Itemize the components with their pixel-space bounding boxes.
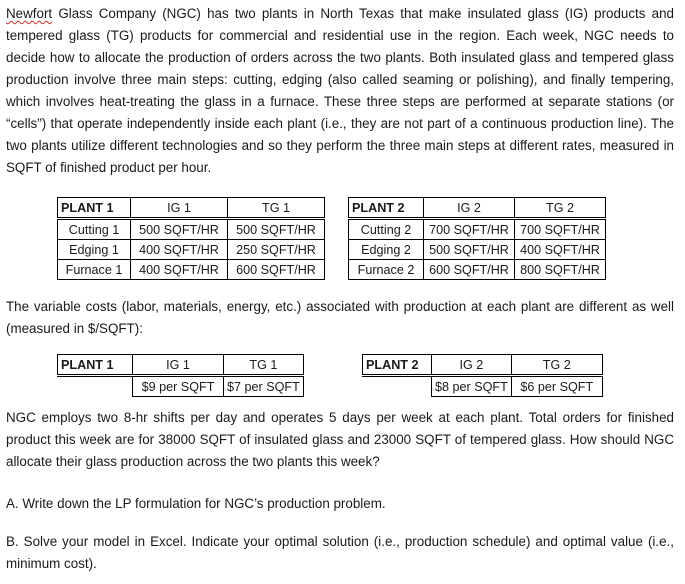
table-header-cell: TG 2 [515,198,606,219]
table-cell: 400 SQFT/HR [131,240,228,260]
table-header-cell: IG 1 [133,355,224,376]
table-cell: 400 SQFT/HR [131,260,228,280]
plant1-costs-table [57,354,304,397]
table-header-cell: IG 2 [424,198,515,219]
table-cell: $6 per SQFT [511,376,602,397]
table-cell: 400 SQFT/HR [515,240,606,260]
table-cell: 500 SQFT/HR [424,240,515,260]
table-header-cell: TG 1 [228,198,325,219]
table-cell: $8 per SQFT [432,376,512,397]
question-b: B. Solve your model in Excel. Indicate your optimal solution (i.e., production schedule) and optimal value (i.e., minimum cost). [6,534,674,571]
table-header-cell: PLANT 2 [349,198,424,219]
table-cell: 700 SQFT/HR [515,219,606,240]
plant1-rates-table [57,197,325,280]
plant2-rates-table [348,197,606,280]
table-header-cell: IG 2 [432,355,512,376]
intro-paragraph [6,3,674,179]
schedule-paragraph: NGC employs two 8-hr shifts per day and operates 5 days per week at each plant. Total orders for finished product this week are for 38000 SQFT of insulated glass and 23000 SQFT of tempered glass. How should NGC allocate their glass production across the two plants this week? [6,410,674,469]
table-header-cell: TG 2 [511,355,602,376]
table-cell: 500 SQFT/HR [228,219,325,240]
table-cell: 700 SQFT/HR [424,219,515,240]
table-header-row [363,355,603,376]
costs-intro-paragraph: The variable costs (labor, materials, energy, etc.) associated with production at each plant are different as well (measured in $/SQFT): [6,299,674,336]
table-row [363,376,603,397]
table-cell: Furnace 2 [349,260,424,280]
table-cell: $7 per SQFT [224,376,304,397]
table-row [58,240,325,260]
table-row [349,219,606,240]
table-row [58,376,304,397]
table-cell: 250 SQFT/HR [228,240,325,260]
table-cell-empty [58,376,133,397]
table-row [349,260,606,280]
table-cell: 600 SQFT/HR [228,260,325,280]
table-cell: Furnace 1 [58,260,131,280]
table-cell: Edging 2 [349,240,424,260]
table-header-cell: PLANT 2 [363,355,432,376]
table-cell: $9 per SQFT [133,376,224,397]
intro-text: Glass Company (NGC) has two plants in North Texas that make insulated glass (IG) products and tempered glass (TG) products for commercial and residential use in the region. Each week, NGC needs to decide how to allocate the production of orders across the two plants. Both insulated glass and tempered glass production involve three main steps: cutting, edging (also called seaming or polishing), and finally tempering, which involves heat-treating the glass in a furnace. These three steps are performed at separate stations (or “cells”) that operate independently inside each plant (i.e., they are not part of a continuous production line). The two plants utilize different technologies and so they perform the three main steps at different rates, measured in SQFT of finished product per hour. [6,6,674,175]
table-cell: 600 SQFT/HR [424,260,515,280]
table-cell: Cutting 2 [349,219,424,240]
table-header-row [349,198,606,219]
table-cell: Cutting 1 [58,219,131,240]
table-cell: 500 SQFT/HR [131,219,228,240]
table-cell: Edging 1 [58,240,131,260]
table-header-row [58,198,325,219]
table-row [58,260,325,280]
table-cell-empty [363,376,432,397]
plant2-costs-table [362,354,603,397]
question-a: A. Write down the LP formulation for NGC’s production problem. [6,496,386,511]
table-header-cell: PLANT 1 [58,355,133,376]
table-row [349,240,606,260]
company-name-misspelled: Newfort [6,6,53,21]
table-header-cell: PLANT 1 [58,198,131,219]
table-cell: 800 SQFT/HR [515,260,606,280]
table-header-cell: TG 1 [224,355,304,376]
table-header-row [58,355,304,376]
table-header-cell: IG 1 [131,198,228,219]
table-row [58,219,325,240]
